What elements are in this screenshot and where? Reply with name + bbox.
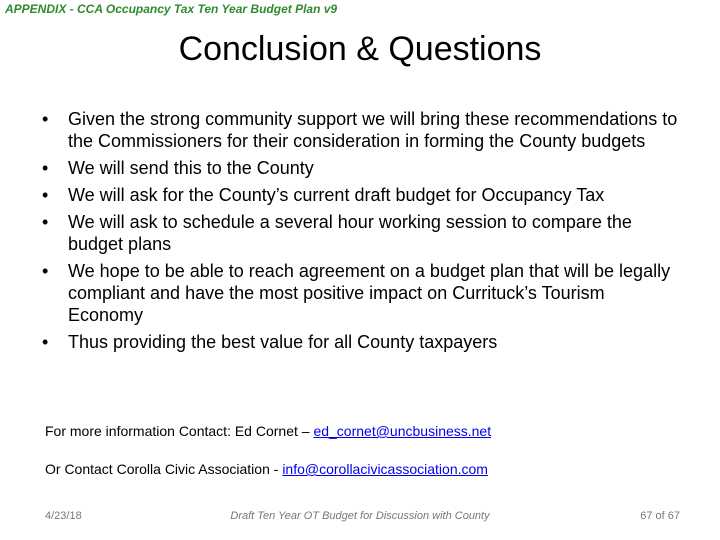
bullet-text: We hope to be able to reach agreement on a budget plan that will be legally compliant and have the most positive impact on Currituck’s Tourism Economy (68, 261, 671, 325)
bullet-text: We will ask for the County’s current draft budget for Occupancy Tax (68, 185, 605, 205)
bullet-text: Given the strong community support we will bring these recommendations to the Commissioners for their consideration in forming the County budgets (68, 109, 678, 151)
cca-email-link[interactable]: info@corollacivicassociation.com (282, 461, 488, 477)
page-number: 67 of 67 (640, 510, 680, 522)
bullet-item (42, 331, 682, 353)
bullet-dot: • (42, 332, 49, 352)
bullet-dot: • (42, 109, 49, 129)
bullet-text: We will send this to the County (68, 158, 314, 178)
bullet-text: We will ask to schedule a several hour working session to compare the budget plans (68, 212, 632, 254)
bullet-dot: • (42, 158, 49, 178)
bullet-text: Thus providing the best value for all County taxpayers (68, 332, 498, 352)
slide-title: Conclusion & Questions (178, 30, 542, 68)
contact-line-ed-cornet (45, 423, 491, 439)
bullet-item (42, 157, 682, 179)
contact-line-cca (45, 461, 488, 477)
bullet-dot: • (42, 261, 49, 281)
ed-cornet-email-link[interactable]: ed_cornet@uncbusiness.net (313, 423, 492, 439)
bullet-dot: • (42, 212, 49, 232)
footer-date: 4/23/18 (45, 510, 82, 522)
bullet-item (42, 108, 682, 152)
contact-prefix: Or Contact Corolla Civic Association - (45, 461, 283, 477)
bullet-item (42, 260, 682, 326)
bullet-dot: • (42, 185, 49, 205)
contact-prefix: For more information Contact: Ed Cornet – (45, 423, 314, 439)
appendix-header: APPENDIX - CCA Occupancy Tax Ten Year Budget Plan v9 (5, 2, 338, 16)
bullet-list (42, 108, 682, 358)
bullet-item (42, 211, 682, 255)
footer-title: Draft Ten Year OT Budget for Discussion with County (230, 510, 490, 522)
bullet-item (42, 184, 682, 206)
